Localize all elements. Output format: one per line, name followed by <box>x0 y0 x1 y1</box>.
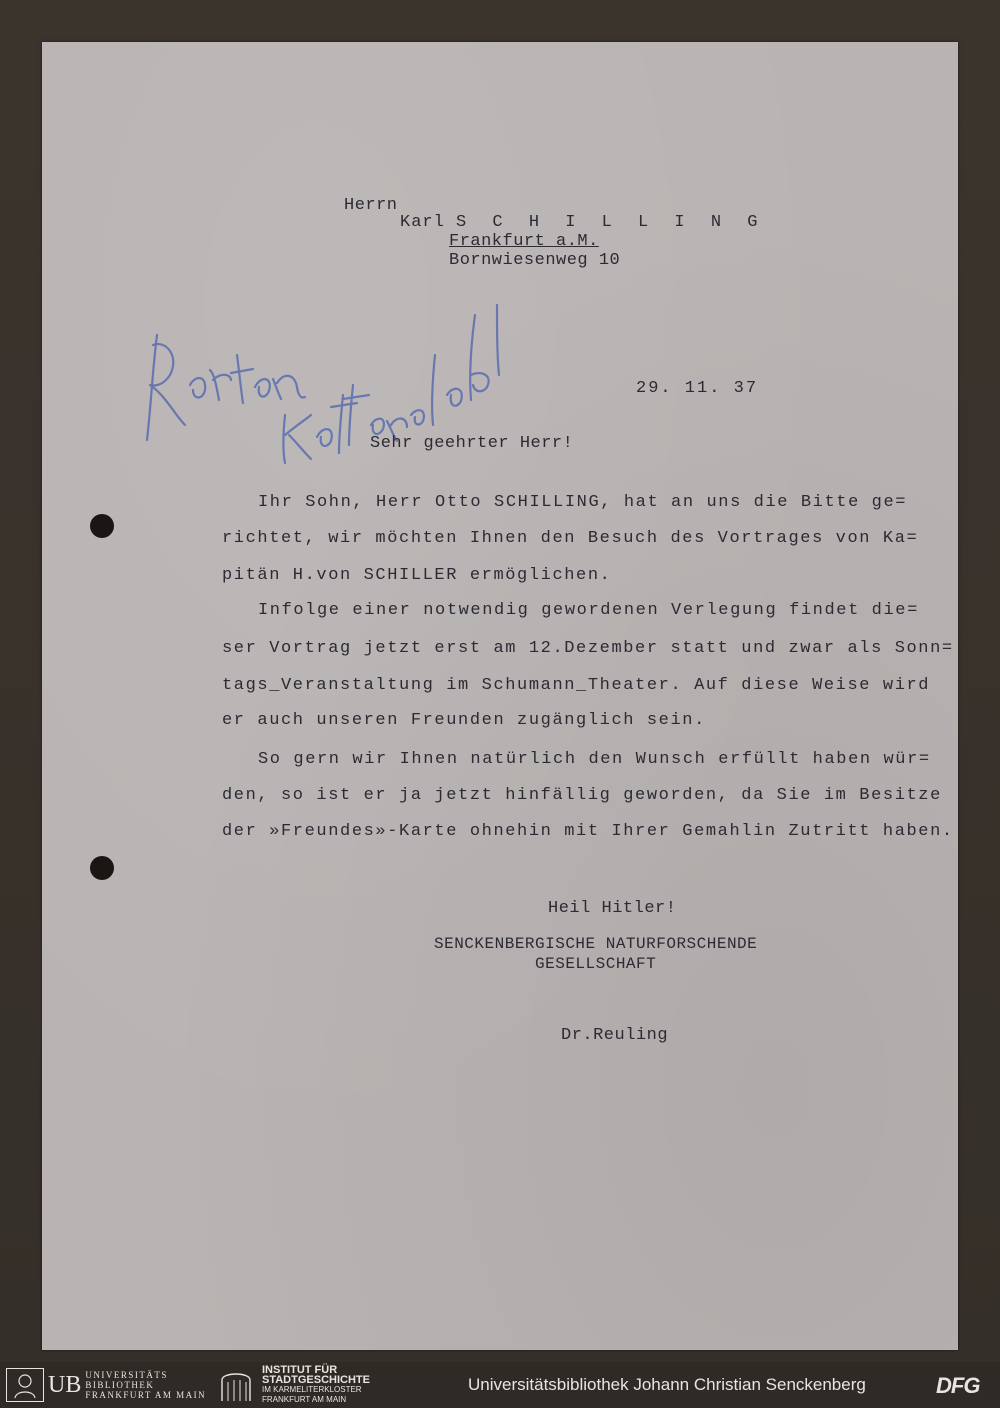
footer-title: Universitätsbibliothek Johann Christian Senckenberg <box>468 1375 866 1394</box>
body-line: tags_Veranstaltung im Schumann_Theater. Auf diese Weise wird <box>222 676 931 695</box>
ifs-line-1: INSTITUT FÜR <box>262 1364 338 1376</box>
letter-salutation: Sehr geehrter Herr! <box>370 434 574 453</box>
ub-line-1: UNIVERSITÄTS <box>85 1370 168 1380</box>
ifs-line-2: STADTGESCHICHTE <box>262 1374 370 1386</box>
organization-name <box>434 934 757 974</box>
address-street: Bornwiesenweg 10 <box>449 251 621 270</box>
arch-icon <box>218 1368 254 1402</box>
letter-date: 29. 11. 37 <box>636 379 759 398</box>
punch-hole-top <box>90 514 114 538</box>
body-line: er auch unseren Freunden zugänglich sein. <box>222 711 706 730</box>
address-name <box>400 213 765 232</box>
organization-line-1: SENCKENBERGISCHE NATURFORSCHENDE <box>434 935 758 953</box>
body-line: richtet, wir möchten Ihnen den Besuch des Vortrages von Ka= <box>222 529 919 548</box>
body-line: ser Vortrag jetzt erst am 12.Dezember statt und zwar als Sonn= <box>222 639 954 658</box>
portrait-icon <box>6 1368 44 1402</box>
body-line: der »Freundes»-Karte ohnehin mit Ihrer Gemahlin Zutritt haben. <box>222 822 954 841</box>
signer-name: Dr.Reuling <box>561 1026 669 1045</box>
ifs-logo[interactable] <box>218 1364 370 1404</box>
footer-bar <box>0 1362 1000 1408</box>
punch-hole-bottom <box>90 856 114 880</box>
ub-logo[interactable] <box>6 1368 206 1402</box>
ifs-text <box>262 1365 370 1405</box>
body-line: den, so ist er ja jetzt hinfällig geworden, da Sie im Besitze <box>222 786 942 805</box>
organization-line-2: GESELLSCHAFT <box>535 955 657 973</box>
dfg-logo[interactable]: DFG <box>936 1373 980 1398</box>
ub-line-3: FRANKFURT AM MAIN <box>85 1390 207 1400</box>
address-first-name: Karl <box>400 213 445 232</box>
address-surname: S C H I L L I N G <box>456 213 766 232</box>
body-line: pitän H.von SCHILLER ermöglichen. <box>222 566 612 585</box>
body-line: Ihr Sohn, Herr Otto SCHILLING, hat an uns die Bitte ge= <box>258 493 908 512</box>
body-line: So gern wir Ihnen natürlich den Wunsch erfüllt haben wür= <box>258 750 931 769</box>
address-herrn: Herrn <box>344 196 398 215</box>
address-city: Frankfurt a.M. <box>449 232 599 251</box>
body-line: Infolge einer notwendig gewordenen Verlegung findet die= <box>258 601 919 620</box>
ifs-line-4: FRANKFURT AM MAIN <box>262 1395 347 1404</box>
closing-greeting: Heil Hitler! <box>548 899 677 918</box>
ifs-line-3: IM KARMELITERKLOSTER <box>262 1385 362 1394</box>
ub-letters: UB <box>48 1371 82 1398</box>
ub-line-2: BIBLIOTHEK <box>85 1380 155 1390</box>
ub-text <box>85 1370 206 1400</box>
